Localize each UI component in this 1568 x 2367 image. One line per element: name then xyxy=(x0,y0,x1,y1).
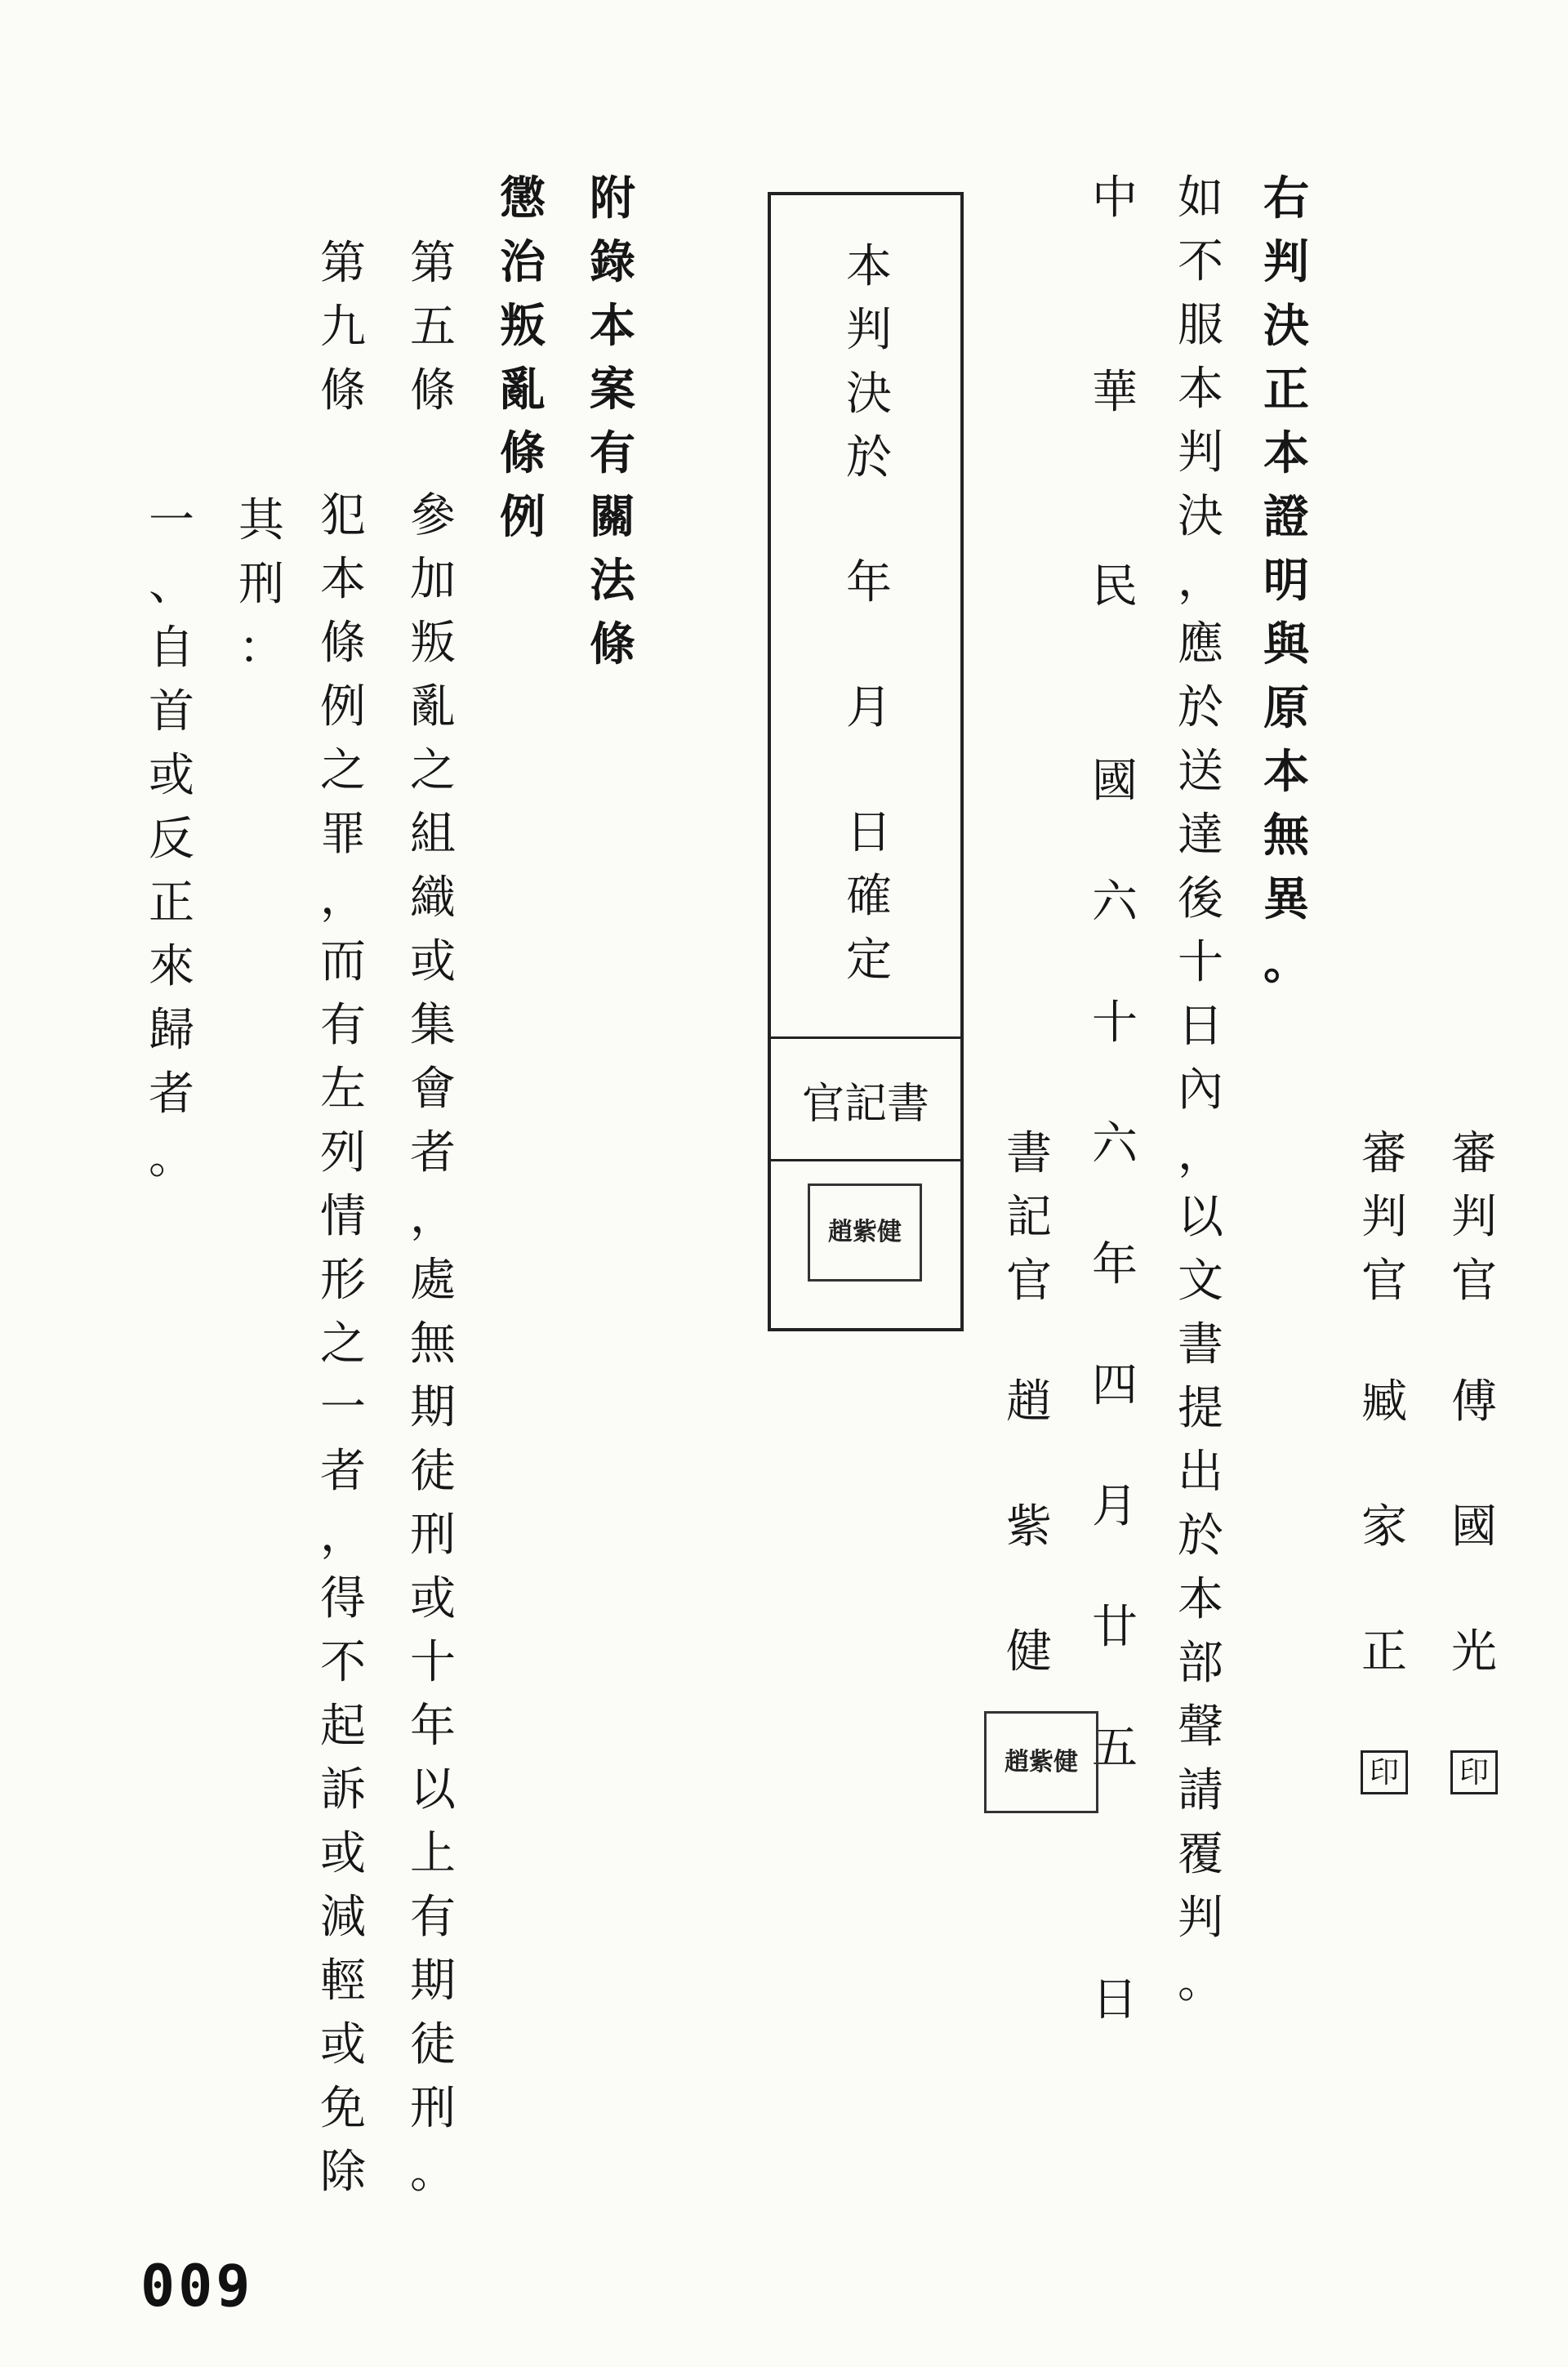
text-char: 聲 xyxy=(1178,1701,1223,1754)
text-char: 無 xyxy=(410,1317,456,1371)
text-char: 或 xyxy=(410,935,456,988)
date-char: 民 xyxy=(1092,560,1138,613)
text-char: 一 xyxy=(320,1381,366,1434)
article-5-column xyxy=(404,237,461,2213)
text-char: 徒 xyxy=(410,1445,456,1498)
text-char: 而 xyxy=(320,935,366,988)
name-char: 健 xyxy=(1006,1625,1052,1678)
finality-char: 決 xyxy=(846,368,892,421)
text-char: 期 xyxy=(410,1381,456,1434)
judge-column xyxy=(1356,1127,1413,1794)
text-char: 出 xyxy=(1178,1446,1223,1499)
text-char: 徒 xyxy=(410,2018,456,2071)
text-char: 不 xyxy=(320,1636,366,1689)
text-char: 條 xyxy=(320,617,366,670)
text-char: 內 xyxy=(1178,1063,1223,1117)
text-char: ， xyxy=(1178,1127,1223,1180)
date-char: 六 xyxy=(1092,1117,1138,1170)
name-char: 家 xyxy=(1361,1500,1407,1553)
page-number xyxy=(140,2253,253,2320)
presiding-judge-column xyxy=(1446,1127,1503,1794)
seal-mark: 印 xyxy=(1450,1750,1498,1794)
text-char: 右 xyxy=(1263,172,1309,225)
text-char: 例 xyxy=(500,490,546,544)
title-char: 記 xyxy=(1006,1191,1052,1244)
text-char: 達 xyxy=(1178,809,1223,862)
text-char: 應 xyxy=(1178,617,1223,671)
text-char: 明 xyxy=(1263,554,1309,608)
text-char: 原 xyxy=(1263,681,1309,735)
text-char: 不 xyxy=(1178,235,1223,288)
text-char: 本 xyxy=(1263,745,1309,799)
text-char: 有 xyxy=(320,999,366,1052)
text-char: 或 xyxy=(320,2018,366,2071)
text-char: 懲 xyxy=(500,172,546,225)
text-char: 例 xyxy=(320,680,366,733)
text-char: 於 xyxy=(1178,1509,1223,1562)
text-char: 除 xyxy=(320,2146,366,2199)
name-char: 光 xyxy=(1451,1625,1497,1678)
seal-mark: 印 xyxy=(1361,1750,1408,1794)
date-char: 國 xyxy=(1092,755,1138,808)
date-char: 年 xyxy=(1092,1238,1138,1291)
name-char: 傅 xyxy=(1451,1375,1497,1429)
text-char: 列 xyxy=(320,1126,366,1179)
text-char: 以 xyxy=(1178,1191,1223,1244)
date-char: 十 xyxy=(1092,996,1138,1050)
text-char: 會 xyxy=(410,1063,456,1116)
date-char: 日 xyxy=(1092,1973,1138,2026)
text-char: 上 xyxy=(410,1827,456,1880)
name-char: 趙 xyxy=(1006,1375,1052,1429)
appendix-heading xyxy=(584,172,641,685)
text-char: 本 xyxy=(1178,1573,1223,1626)
text-char: 刑 xyxy=(410,1509,456,1562)
text-char: 。 xyxy=(1263,936,1309,990)
name-char: 國 xyxy=(1451,1500,1497,1553)
text-char: 如 xyxy=(1178,172,1223,225)
text-char: 亂 xyxy=(500,363,546,417)
article-9-item-1 xyxy=(143,494,200,1199)
text-char: 者 xyxy=(149,1068,194,1121)
text-char: 案 xyxy=(590,363,635,417)
text-char: 叛 xyxy=(500,299,546,353)
text-char: 附 xyxy=(590,172,635,225)
text-char: 左 xyxy=(320,1063,366,1116)
article-9-continuation xyxy=(233,494,290,689)
finality-char: 判 xyxy=(846,304,892,357)
text-char: 歸 xyxy=(149,1004,194,1057)
text-char: 訴 xyxy=(320,1763,366,1816)
text-char: ， xyxy=(1178,554,1223,607)
text-char: 判 xyxy=(1178,426,1223,479)
name-char: 臧 xyxy=(1361,1375,1407,1429)
text-char: 法 xyxy=(590,554,635,608)
page-number-text: 009 xyxy=(140,2253,254,2320)
text-char: ， xyxy=(320,1509,366,1562)
title-char: 官 xyxy=(1361,1255,1407,1308)
title-char: 官 xyxy=(1006,1255,1052,1308)
text-char: 本 xyxy=(1178,363,1223,416)
finality-char: 日 xyxy=(846,806,892,859)
text-char: 決 xyxy=(1263,299,1309,353)
text-char: 首 xyxy=(149,685,194,738)
text-char: 或 xyxy=(410,1572,456,1625)
text-char: 者 xyxy=(410,1126,456,1179)
text-char: 部 xyxy=(1178,1637,1223,1690)
text-char: 本 xyxy=(320,553,366,606)
date-char: 中 xyxy=(1092,172,1138,225)
article-9-text xyxy=(314,489,372,2213)
cert-column-1 xyxy=(1258,172,1315,1004)
text-char: 集 xyxy=(410,999,456,1052)
text-char: 參 xyxy=(410,489,456,542)
text-char: 於 xyxy=(1178,681,1223,734)
text-char: 起 xyxy=(320,1700,366,1753)
title-char: 書 xyxy=(1006,1127,1052,1180)
text-char: ， xyxy=(410,1190,456,1243)
finality-char: 於 xyxy=(846,431,892,484)
title-char: 判 xyxy=(1361,1191,1407,1244)
stamp-text: 趙紫健 xyxy=(828,1218,902,1247)
text-char: 或 xyxy=(320,1827,366,1880)
box-seal-stamp xyxy=(808,1184,922,1282)
text-char: 正 xyxy=(149,876,194,929)
finality-char: 確 xyxy=(846,870,892,923)
text-char: 來 xyxy=(149,940,194,993)
text-char: 證 xyxy=(1263,490,1309,544)
text-char: 錄 xyxy=(590,235,635,289)
text-char: 罪 xyxy=(320,808,366,861)
article-label-char: 條 xyxy=(320,364,366,417)
box-label: 書記官 xyxy=(801,1080,929,1129)
date-char: 四 xyxy=(1092,1359,1138,1412)
text-char: 輕 xyxy=(320,1955,366,2008)
text-char: 條 xyxy=(590,617,635,671)
text-char: 判 xyxy=(1178,1892,1223,1945)
article-label-char: 第 xyxy=(410,237,456,290)
text-char: 條 xyxy=(500,426,546,480)
date-char: 五 xyxy=(1092,1722,1138,1775)
title-char: 官 xyxy=(1451,1255,1497,1308)
article-label-char: 第 xyxy=(320,237,366,290)
text-char: 覆 xyxy=(1178,1828,1223,1881)
text-char: 有 xyxy=(590,426,635,480)
name-char: 紫 xyxy=(1006,1500,1052,1553)
text-char: 與 xyxy=(1263,617,1309,671)
title-char: 判 xyxy=(1451,1191,1497,1244)
text-char: 。 xyxy=(410,2146,456,2199)
text-char: 犯 xyxy=(320,489,366,542)
text-char: 者 xyxy=(320,1445,366,1498)
statute-title xyxy=(494,172,551,558)
clerk-seal-stamp xyxy=(984,1711,1098,1813)
text-char: 亂 xyxy=(410,680,456,733)
text-char: 治 xyxy=(500,235,546,289)
article-label-char: 九 xyxy=(320,301,366,354)
text-char: 、 xyxy=(149,558,194,611)
article-label-char: 條 xyxy=(410,364,456,417)
box-divider xyxy=(771,1159,960,1161)
text-char: 得 xyxy=(320,1572,366,1625)
text-char: 形 xyxy=(320,1254,366,1307)
article-5-text xyxy=(404,489,461,2213)
stamp-text: 趙紫健 xyxy=(1004,1747,1078,1776)
text-char: 服 xyxy=(1178,299,1223,352)
date-char: 六 xyxy=(1092,876,1138,929)
text-char: 期 xyxy=(410,1955,456,2008)
text-char: 自 xyxy=(149,622,194,675)
text-char: 。 xyxy=(149,1131,194,1184)
finality-box xyxy=(768,192,964,1331)
text-char: 日 xyxy=(1178,1000,1223,1053)
text-char: 年 xyxy=(410,1700,456,1753)
finality-char: 定 xyxy=(846,934,892,987)
cert-column-2 xyxy=(1172,172,1229,2023)
finality-char: 月 xyxy=(846,681,892,734)
date-char: 廿 xyxy=(1092,1601,1138,1654)
text-char: 組 xyxy=(410,808,456,861)
article-9-column xyxy=(314,237,372,2213)
text-char: 正 xyxy=(1263,363,1309,417)
text-char: 文 xyxy=(1178,1255,1223,1308)
text-char: 書 xyxy=(1178,1318,1223,1371)
text-char: 或 xyxy=(149,749,194,802)
finality-char: 年 xyxy=(846,556,892,609)
text-char: 情 xyxy=(320,1190,366,1243)
text-char: 提 xyxy=(1178,1382,1223,1435)
text-char: 之 xyxy=(320,1317,366,1371)
text-char: 後 xyxy=(1178,872,1223,925)
text-char: 送 xyxy=(1178,745,1223,798)
text-char: ： xyxy=(238,622,284,675)
text-char: 其 xyxy=(238,494,284,547)
text-char: 請 xyxy=(1178,1764,1223,1817)
text-char: 一 xyxy=(149,494,194,547)
title-char: 審 xyxy=(1451,1127,1497,1180)
text-char: 有 xyxy=(410,1891,456,1944)
text-char: 處 xyxy=(410,1254,456,1307)
box-divider xyxy=(771,1036,960,1039)
text-char: 織 xyxy=(410,871,456,925)
text-char: 加 xyxy=(410,553,456,606)
article-label-char: 五 xyxy=(410,301,456,354)
text-char: 決 xyxy=(1178,490,1223,543)
text-char: 之 xyxy=(410,744,456,797)
text-char: 之 xyxy=(320,744,366,797)
finality-text-column xyxy=(840,240,898,1001)
text-char: 減 xyxy=(320,1891,366,1944)
text-char: 免 xyxy=(320,2082,366,2135)
name-char: 正 xyxy=(1361,1625,1407,1678)
text-char: 十 xyxy=(410,1636,456,1689)
date-char: 華 xyxy=(1092,366,1138,419)
title-char: 審 xyxy=(1361,1127,1407,1180)
text-char: 十 xyxy=(1178,936,1223,989)
text-char: 本 xyxy=(590,299,635,353)
text-char: 。 xyxy=(1178,1955,1223,2008)
text-char: 刑 xyxy=(238,558,284,611)
finality-char: 本 xyxy=(846,240,892,293)
text-char: 叛 xyxy=(410,617,456,670)
text-char: 關 xyxy=(590,490,635,544)
date-char: 月 xyxy=(1092,1480,1138,1533)
text-char: 無 xyxy=(1263,809,1309,863)
text-char: 判 xyxy=(1263,235,1309,289)
text-char: 刑 xyxy=(410,2082,456,2135)
clerk-column xyxy=(1000,1127,1058,1693)
text-char: 本 xyxy=(1263,426,1309,480)
text-char: 異 xyxy=(1263,872,1309,926)
text-char: ， xyxy=(320,871,366,925)
text-char: 以 xyxy=(410,1763,456,1816)
text-char: 反 xyxy=(149,813,194,866)
